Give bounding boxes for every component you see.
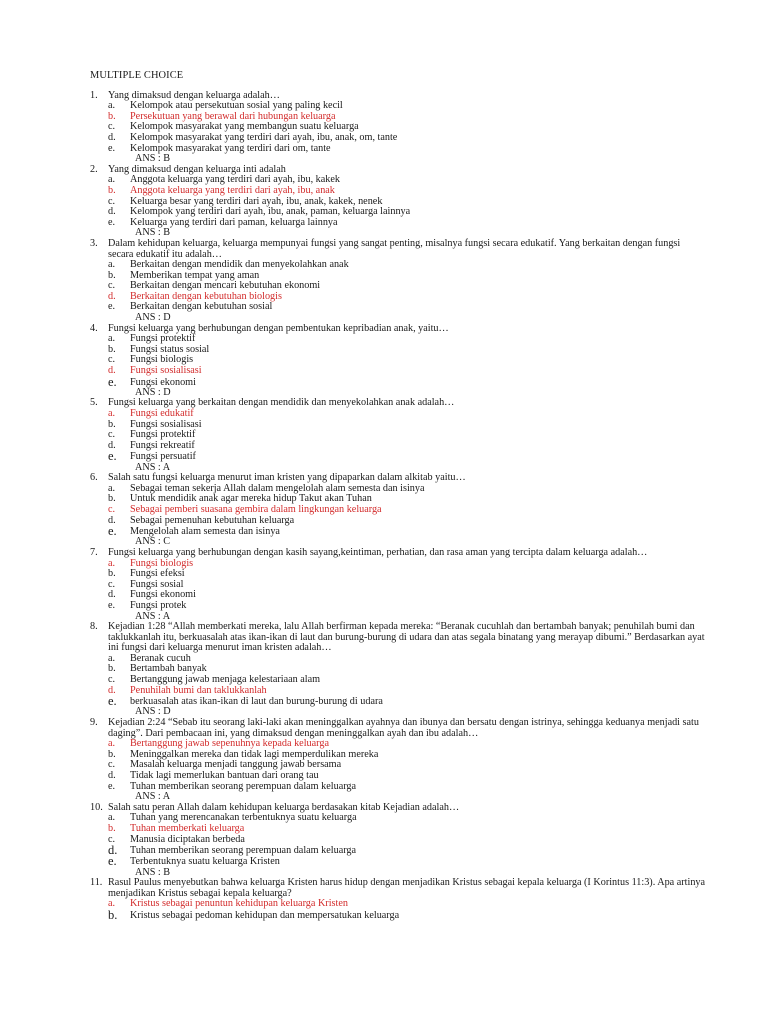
- option-text: Bertanggung jawab menjaga kelestariaan alam: [130, 674, 321, 686]
- option-text: Kelompok masyarakat yang membangun suatu keluarga: [130, 121, 359, 133]
- option-item: [108, 441, 708, 452]
- question-text: Yang dimaksud dengan keluarga inti adalah: [108, 163, 286, 175]
- option-item-correct: [108, 366, 708, 377]
- option-text: Fungsi sosialisasi: [130, 418, 202, 430]
- option-text: Tuhan memberikan seorang perempuan dalam keluarga: [130, 780, 357, 792]
- question-number: 7.: [90, 546, 98, 558]
- option-text: Sebagai pemenuhan kebutuhan keluarga: [130, 514, 295, 526]
- option-text: Persekutuan yang berawal dari hubungan keluarga: [130, 110, 336, 122]
- option-text: Fungsi biologis: [130, 557, 194, 569]
- question-text: Dalam kehidupan keluarga, keluarga mempunyai fungsi yang sangat penting, misalnya fungsi secara edukatif. Yang berkaitan dengan fungsi secara edukatif itu adalah…: [108, 237, 681, 260]
- option-text: Berkaitan dengan kebutuhan biologis: [130, 290, 282, 302]
- option-letter: d.: [108, 843, 118, 858]
- answer-key: ANS : D: [135, 706, 171, 718]
- option-item: [108, 420, 708, 431]
- question-item: [90, 548, 708, 622]
- option-item: [108, 782, 708, 793]
- option-letter: d.: [108, 684, 116, 696]
- option-letter: c.: [108, 354, 116, 366]
- question-item: [90, 878, 708, 921]
- option-letter: b.: [108, 748, 116, 760]
- option-text: Masalah keluarga menjadi tanggung jawab bersama: [130, 759, 342, 771]
- option-letter: e.: [108, 694, 117, 709]
- option-letter: d.: [108, 290, 116, 302]
- option-item: [108, 144, 708, 155]
- option-letter: c.: [108, 674, 116, 686]
- option-letter: a.: [108, 100, 116, 112]
- option-item-correct: [108, 899, 708, 910]
- option-item: [108, 430, 708, 441]
- option-item: [108, 856, 708, 867]
- option-letter: a.: [108, 333, 116, 345]
- option-letter: e.: [108, 216, 116, 228]
- question-text: Kejadian 2:24 “Sebab itu seorang laki-laki akan meninggalkan ayahnya dan ibunya dan bersatu dengan istrinya, sehingga keduanya menjadi satu daging”. Dari pembacaan ini, yang dimaksud dengan meninggalkan ayah dan ibu adalah…: [108, 717, 699, 739]
- option-item: [108, 696, 708, 707]
- option-list: [108, 484, 708, 538]
- option-letter: c.: [108, 759, 116, 771]
- question-text: Kejadian 1:28 “Allah memberkati mereka, lalu Allah berfirman kepada mereka: “Beranak cucuhlah dan bertambah banyak; penuhilah bumi dan taklukkanlah itu, berkuasalah atas ikan-ikan di laut dan burung-burung di udara dan atas segala binatang yang merayap dibumi.” Berdasarkan ayat ini fungsi dari keluarga menurut iman kristen adalah…: [108, 621, 705, 654]
- option-letter: b.: [108, 823, 116, 834]
- question-number: 2.: [90, 163, 98, 175]
- option-letter: b.: [108, 343, 116, 355]
- option-text: Meninggalkan mereka dan tidak lagi memperdulikan mereka: [130, 748, 379, 760]
- option-letter: a.: [108, 898, 116, 910]
- option-text: Berkaitan dengan kebutuhan sosial: [130, 301, 273, 313]
- question-item: [90, 165, 708, 239]
- question-item: [90, 473, 708, 548]
- option-text: Memberikan tempat yang aman: [130, 269, 260, 281]
- option-letter: e.: [108, 599, 116, 611]
- option-text: Penuhilah bumi dan taklukkanlah: [130, 684, 267, 696]
- option-text: Beranak cucuh: [130, 652, 191, 664]
- option-letter: b.: [108, 269, 116, 281]
- option-letter: a.: [108, 408, 116, 420]
- option-letter: b.: [108, 907, 118, 922]
- option-letter: c.: [108, 280, 116, 292]
- question-number: 11.: [90, 877, 103, 889]
- option-letter: a.: [108, 812, 116, 824]
- option-letter: d.: [108, 365, 116, 377]
- option-text: Berkaitan dengan mencari kebutuhan ekonomi: [130, 280, 321, 292]
- question-item: [90, 91, 708, 165]
- answer-key: ANS : C: [135, 536, 171, 548]
- option-letter: a.: [108, 557, 116, 569]
- option-text: Kristus sebagai pedoman kehidupan dan mempersatukan keluarga: [130, 909, 400, 921]
- option-text: Kelompok masyarakat yang terdiri dari ayah, ibu, anak, om, tante: [130, 131, 398, 143]
- option-letter: d.: [108, 131, 116, 143]
- question-text: Yang dimaksud dengan keluarga adalah…: [108, 89, 280, 101]
- answer-key: ANS : D: [135, 386, 171, 398]
- option-text: Manusia diciptakan berbeda: [130, 833, 245, 845]
- option-text: Fungsi rekreatif: [130, 439, 195, 451]
- answer-key: ANS : A: [135, 610, 171, 622]
- option-letter: c.: [108, 578, 116, 590]
- option-text: Fungsi ekonomi: [130, 589, 196, 601]
- answer-key: ANS : B: [135, 866, 171, 878]
- option-list: [108, 260, 708, 313]
- question-item: [90, 718, 708, 803]
- option-text: Kelompok yang terdiri dari ayah, ibu, anak, paman, keluarga lainnya: [130, 206, 411, 218]
- option-letter: e.: [108, 449, 117, 464]
- option-item: [108, 835, 708, 846]
- answer-key: ANS : A: [135, 461, 171, 473]
- option-letter: e.: [108, 374, 117, 389]
- question-item: [90, 324, 708, 399]
- option-text: Fungsi ekonomi: [130, 376, 196, 388]
- option-list: [108, 654, 708, 708]
- question-number: 6.: [90, 472, 98, 484]
- option-text: Fungsi sosialisasi: [130, 365, 202, 377]
- option-text: Keluarga besar yang terdiri dari ayah, ibu, anak, kakek, nenek: [130, 195, 383, 207]
- option-item-correct: [108, 686, 708, 697]
- option-list: [108, 409, 708, 463]
- option-item: [108, 218, 708, 229]
- option-item: [108, 345, 708, 356]
- option-text: Fungsi edukatif: [130, 408, 194, 420]
- option-text: Berkaitan dengan mendidik dan menyekolahkan anak: [130, 259, 349, 271]
- option-item: [108, 451, 708, 462]
- option-letter: e.: [108, 142, 116, 154]
- answer-key: ANS : D: [135, 312, 171, 324]
- option-item: [108, 580, 708, 591]
- option-text: Kristus sebagai penuntun kehidupan keluarga Kristen: [130, 898, 348, 910]
- option-letter: c.: [108, 429, 116, 441]
- option-item: [108, 601, 708, 612]
- option-letter: e.: [108, 524, 117, 539]
- option-letter: d.: [108, 514, 116, 526]
- option-letter: b.: [108, 663, 116, 675]
- option-text: Fungsi status sosial: [130, 343, 210, 355]
- question-number: 10.: [90, 801, 103, 813]
- option-letter: b.: [108, 418, 116, 430]
- option-letter: d.: [108, 206, 116, 218]
- question-number: 1.: [90, 89, 98, 101]
- option-text: Bertambah banyak: [130, 663, 207, 675]
- option-text: Fungsi protektif: [130, 333, 196, 345]
- option-text: Fungsi efeksi: [130, 568, 185, 580]
- question-item: [90, 239, 708, 324]
- option-item: [108, 590, 708, 601]
- option-text: Fungsi biologis: [130, 354, 194, 366]
- option-letter: d.: [108, 589, 116, 601]
- option-text: Fungsi sosial: [130, 578, 184, 590]
- option-text: Mengelolah alam semesta dan isinya: [130, 526, 280, 538]
- option-text: Kelompok atau persekutuan sosial yang paling kecil: [130, 100, 343, 112]
- option-text: Fungsi protek: [130, 599, 187, 611]
- question-number: 9.: [90, 717, 98, 729]
- option-letter: c.: [108, 833, 116, 845]
- option-text: Sebagai teman sekerja Allah dalam mengelolah alam semesta dan isinya: [130, 482, 425, 494]
- option-letter: c.: [108, 121, 116, 133]
- option-letter: a.: [108, 174, 116, 186]
- option-item: [108, 374, 708, 389]
- option-letter: a.: [108, 652, 116, 664]
- option-text: Tidak lagi memerlukan bantuan dari orang tau: [130, 770, 319, 782]
- answer-key: ANS : B: [135, 227, 171, 239]
- option-letter: a.: [108, 738, 116, 750]
- question-number: 5.: [90, 397, 98, 409]
- option-text: Kelompok masyarakat yang terdiri dari om, tante: [130, 142, 331, 154]
- option-item: [108, 907, 708, 922]
- option-letter: e.: [108, 301, 116, 313]
- option-text: Tuhan yang merencanakan terbentuknya suatu keluarga: [130, 812, 357, 824]
- question-list: [90, 91, 708, 922]
- option-list: [108, 899, 708, 921]
- option-text: Fungsi persuatif: [130, 451, 196, 463]
- option-list: [108, 559, 708, 612]
- question-text: Salah satu peran Allah dalam kehidupan keluarga berdasakan kitab Kejadian adalah…: [108, 801, 460, 813]
- option-item: [108, 526, 708, 537]
- option-list: [108, 175, 708, 228]
- option-text: Terbentuknya suatu keluarga Kristen: [130, 856, 280, 868]
- option-text: Untuk mendidik anak agar mereka hidup Takut akan Tuhan: [130, 493, 372, 505]
- question-item: [90, 803, 708, 878]
- option-list: [108, 334, 708, 388]
- question-text: Fungsi keluarga yang berhubungan dengan pembentukan kepribadian anak, yaitu…: [108, 322, 449, 334]
- question-text: Fungsi keluarga yang berkaitan dengan mendidik dan menyekolahkan anak adalah…: [108, 397, 455, 409]
- option-list: [108, 101, 708, 154]
- option-letter: b.: [108, 184, 116, 196]
- option-item-correct: [108, 559, 708, 570]
- answer-key: ANS : A: [135, 791, 171, 803]
- option-letter: e.: [108, 780, 116, 792]
- option-list: [108, 813, 708, 867]
- option-item: [108, 845, 708, 856]
- option-letter: c.: [108, 195, 116, 207]
- option-letter: d.: [108, 770, 116, 782]
- question-number: 4.: [90, 322, 98, 334]
- question-text: Rasul Paulus menyebutkan bahwa keluarga Kristen harus hidup dengan menjadikan Kristus sebagai kepala keluarga (I Korintus 11:3). Apa artinya menjadikan Kristus sebagai kepala keluarga?: [108, 877, 706, 899]
- option-text: Anggota keluarga yang terdiri dari ayah, ibu, anak: [130, 184, 335, 196]
- answer-key: ANS : B: [135, 153, 171, 165]
- question-item: [90, 622, 708, 718]
- option-letter: a.: [108, 259, 116, 271]
- option-letter: b.: [108, 493, 116, 505]
- option-item: [108, 302, 708, 313]
- question-number: 8.: [90, 621, 98, 633]
- option-text: Keluarga yang terdiri dari paman, keluarga lainnya: [130, 216, 338, 228]
- question-text: Salah satu fungsi keluarga menurut iman kristen yang dipaparkan dalam alkitab yaitu…: [108, 472, 466, 484]
- option-item: [108, 569, 708, 580]
- option-letter: b.: [108, 110, 116, 122]
- option-list: [108, 739, 708, 792]
- option-letter: a.: [108, 482, 116, 494]
- option-text: Tuhan memberikan seorang perempuan dalam keluarga: [130, 845, 357, 857]
- option-text: berkuasalah atas ikan-ikan di laut dan burung-burung di udara: [130, 696, 383, 708]
- option-letter: d.: [108, 439, 116, 451]
- option-text: Fungsi protektif: [130, 429, 196, 441]
- option-text: Tuhan memberkati keluarga: [130, 823, 245, 834]
- option-text: Bertanggung jawab sepenuhnya kepada keluarga: [130, 738, 329, 750]
- page-title: MULTIPLE CHOICE: [90, 70, 184, 81]
- question-number: 3.: [90, 237, 98, 249]
- option-letter: b.: [108, 568, 116, 580]
- question-item: [90, 398, 708, 473]
- question-text: Fungsi keluarga yang berhubungan dengan kasih sayang,keintiman, perhatian, dan rasa aman yang tercipta dalam keluarga adalah…: [108, 546, 648, 558]
- option-letter: c.: [108, 503, 116, 515]
- option-item: [108, 516, 708, 527]
- option-text: Anggota keluarga yang terdiri dari ayah, ibu, kakek: [130, 174, 340, 186]
- option-text: Sebagai pemberi suasana gembira dalam lingkungan keluarga: [130, 503, 382, 515]
- option-letter: e.: [108, 854, 117, 869]
